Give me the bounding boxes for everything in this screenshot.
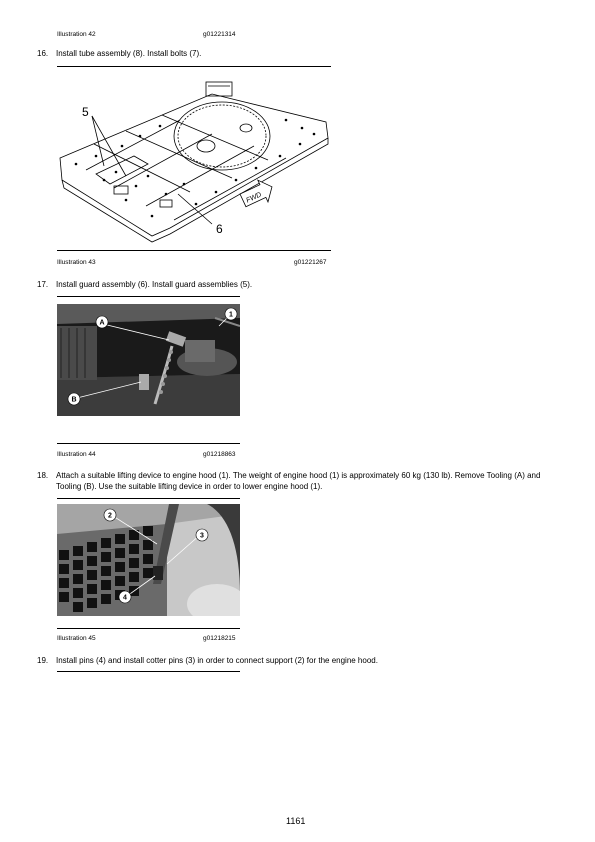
step-19-number: 19.	[37, 656, 49, 665]
divider	[57, 250, 331, 251]
divider	[57, 498, 240, 499]
illustration-42-code: g01221314	[203, 31, 236, 38]
illustration-45-code: g01218215	[203, 635, 236, 642]
callout-2: 2	[108, 512, 112, 520]
step-18-text: Attach a suitable lifting device to engine hood (1). The weight of engine hood (1) is approximately 60 kg (130 lb). Remove Tooling (A) and Tooling (B). Use the suitable lifting device in order to lower engine hood (1).	[56, 471, 541, 491]
illustration-42-label: Illustration 42	[57, 31, 96, 38]
illustration-45-label: Illustration 45	[57, 635, 96, 642]
callout-a: A	[99, 319, 105, 327]
step-16-text: Install tube assembly (8). Install bolts (7).	[56, 49, 202, 58]
step-17-number: 17.	[37, 280, 49, 289]
step-17-text: Install guard assembly (6). Install guard assemblies (5).	[56, 280, 253, 289]
illustration-43-code: g01221267	[294, 259, 327, 266]
callout-1: 1	[229, 311, 233, 319]
divider	[57, 671, 240, 672]
divider	[57, 628, 240, 629]
callout-3: 3	[200, 532, 204, 540]
step-19-text: Install pins (4) and install cotter pins (3) in order to connect support (2) for the engine hood.	[56, 656, 378, 665]
callout-b: B	[71, 396, 77, 404]
step-16-number: 16.	[37, 49, 49, 58]
fwd-arrow-label: FWD	[245, 191, 263, 205]
step-18-number: 18.	[37, 471, 49, 480]
figure-45-photo	[57, 504, 240, 616]
page-number: 1161	[286, 816, 306, 826]
callout-5: 5	[82, 105, 89, 119]
callout-6: 6	[216, 222, 223, 236]
illustration-44-code: g01218863	[203, 451, 236, 458]
figure-43-drawing	[56, 76, 332, 246]
divider	[57, 443, 240, 444]
illustration-44-label: Illustration 44	[57, 451, 96, 458]
divider	[57, 296, 240, 297]
callout-4: 4	[123, 594, 127, 602]
divider	[57, 66, 331, 67]
figure-44-photo	[57, 304, 240, 416]
illustration-43-label: Illustration 43	[57, 259, 96, 266]
